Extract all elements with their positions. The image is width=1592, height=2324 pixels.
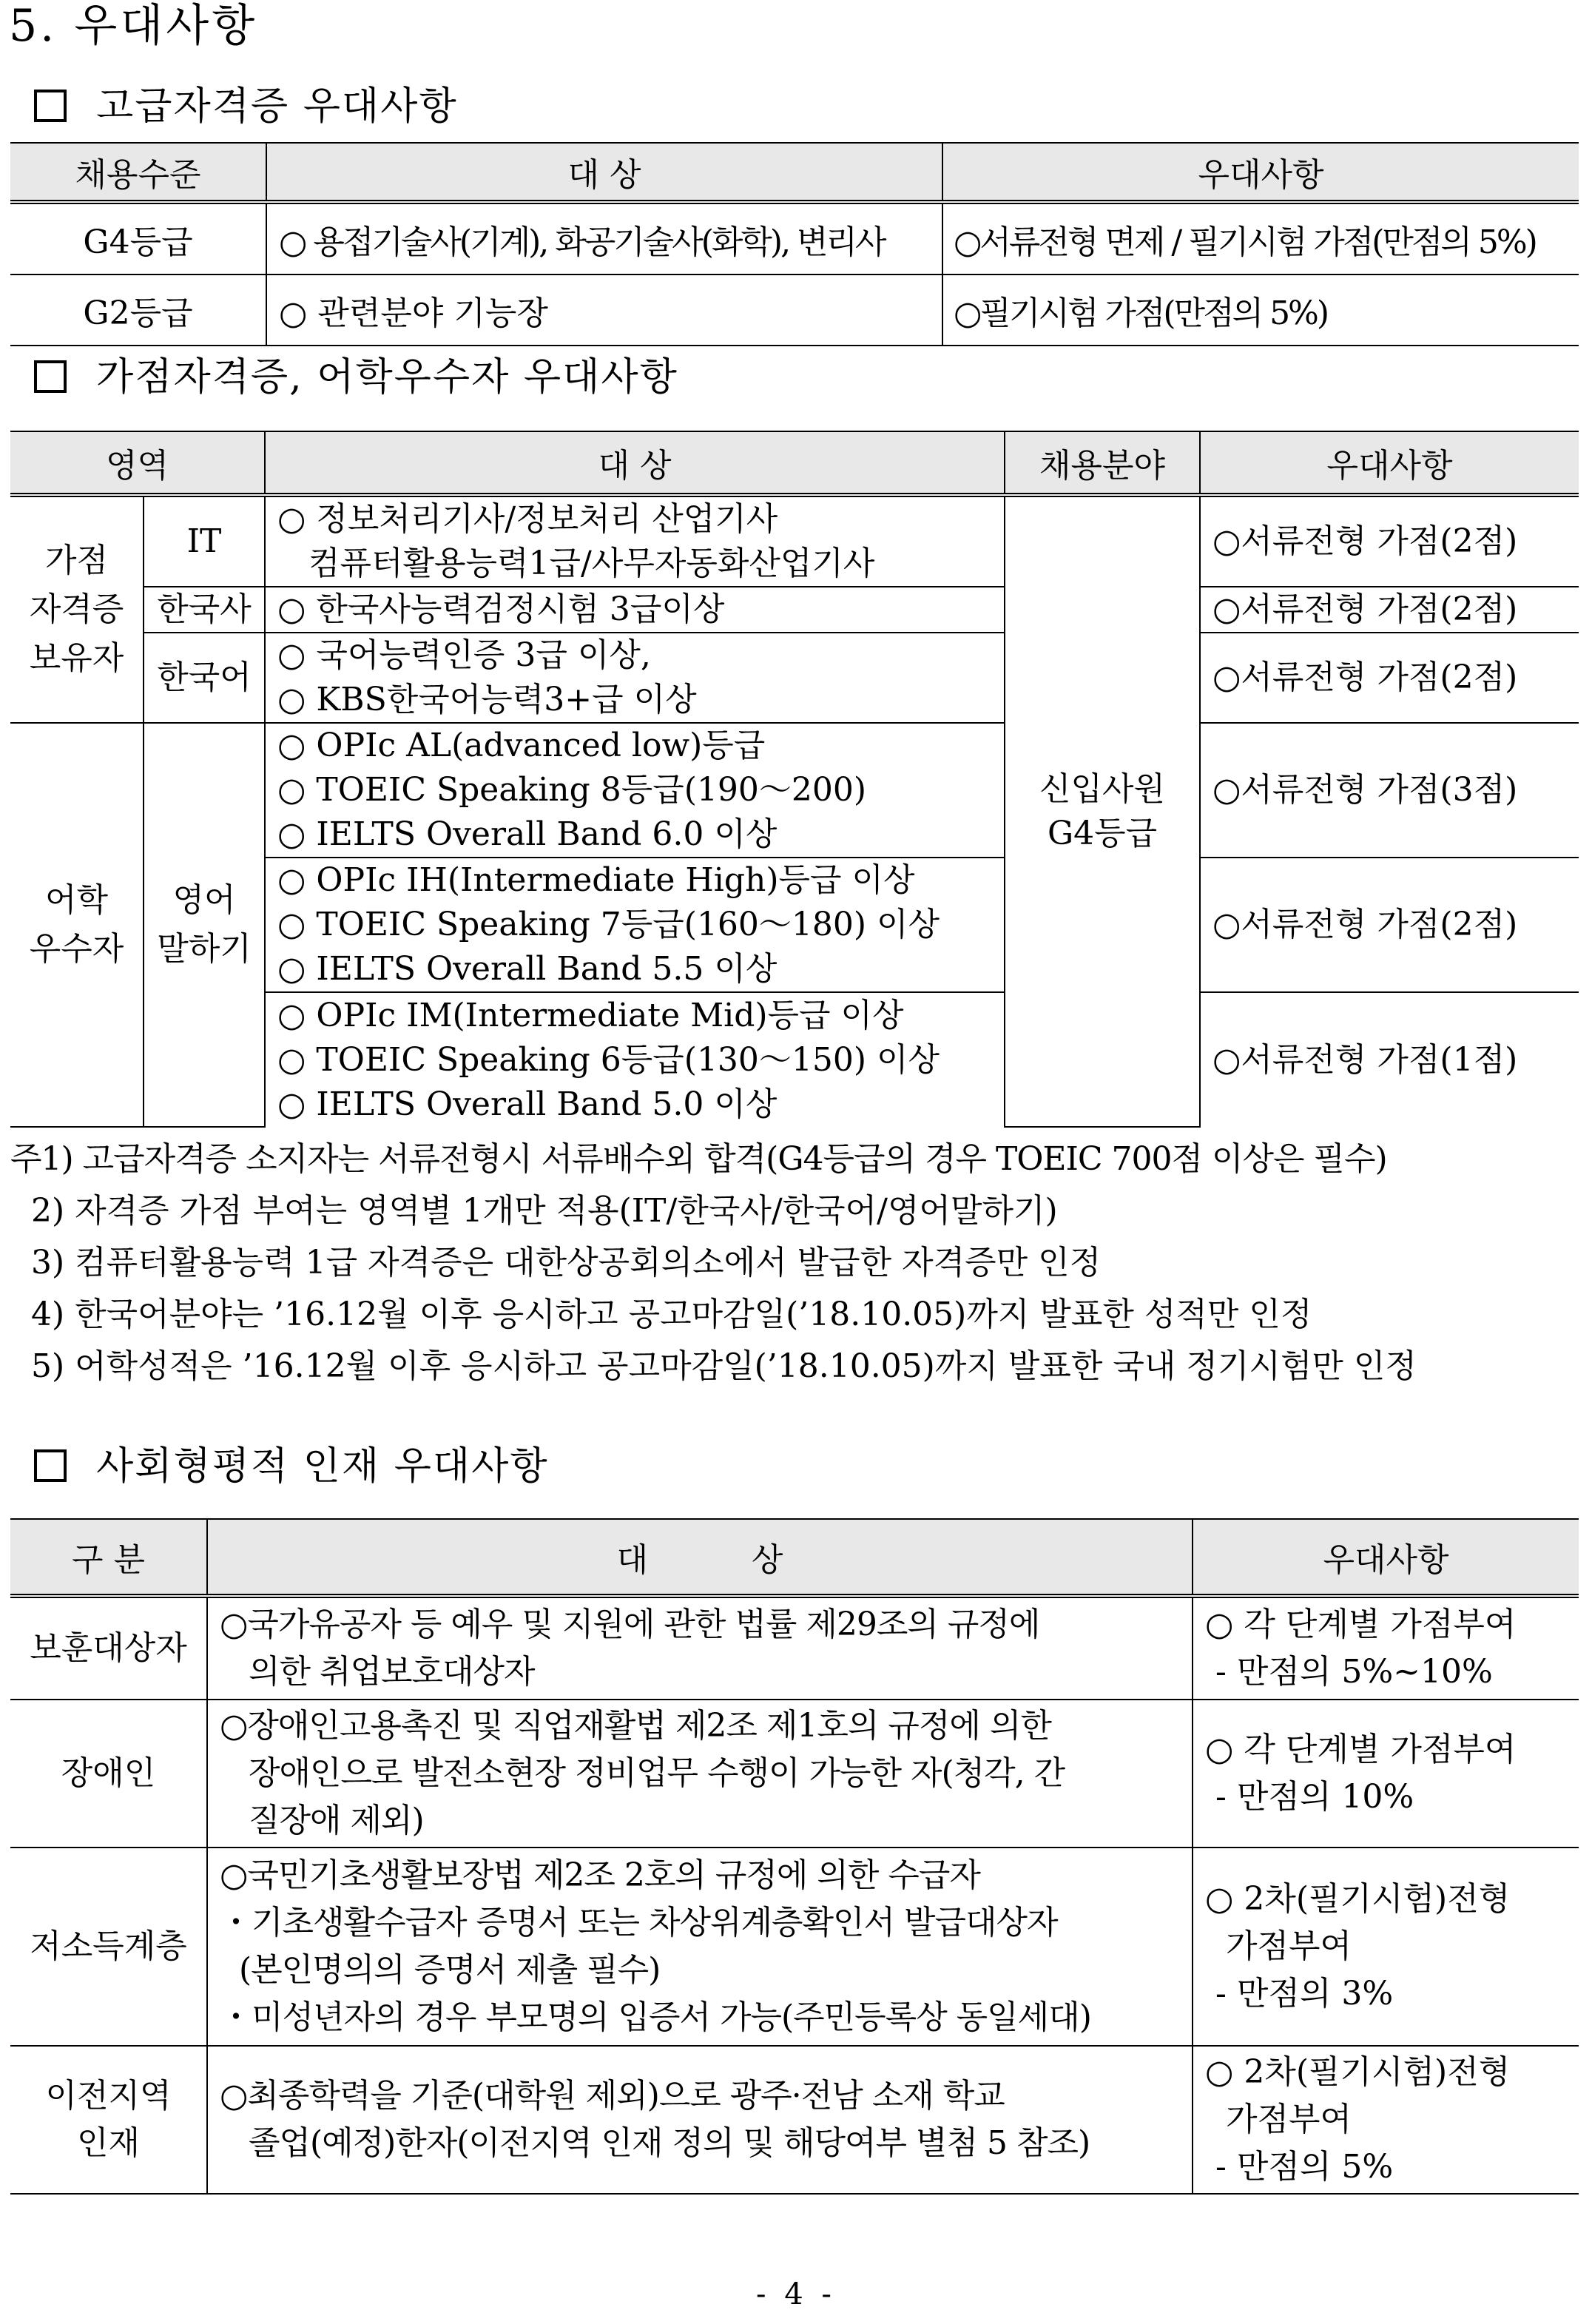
benefit-cell: ○서류전형 가점(2점) — [1200, 587, 1579, 633]
benefit-cell: ○필기시험 가점(만점의 5%) — [942, 274, 1579, 346]
section1-title — [34, 83, 458, 130]
target-line: ○ IELTS Overall Band 6.0 이상 — [277, 815, 778, 853]
header-cell: 우대사항 — [1193, 1519, 1579, 1596]
benefit-cell — [1193, 1700, 1579, 1848]
benefit-line: 가점부여 — [1205, 2101, 1352, 2138]
section3-title — [34, 1443, 549, 1490]
target-cell — [265, 992, 1005, 1127]
target-line: (본인명의의 증명서 제출 필수) — [220, 1951, 661, 1989]
target-line: 질장애 제외) — [220, 1802, 424, 1839]
benefit-cell: ○서류전형 가점(3점) — [1200, 723, 1579, 858]
header-cell: 영역 — [10, 431, 265, 495]
table-row — [10, 587, 1579, 633]
section2-title-text: 가점자격증, 어학우수자 우대사항 — [96, 355, 678, 400]
target-cell — [265, 723, 1005, 858]
table-row — [10, 202, 1579, 274]
target-line: ○ IELTS Overall Band 5.0 이상 — [277, 1085, 778, 1123]
target-line: 장애인으로 발전소현장 정비업무 수행이 가능한 자(청각, 간 — [220, 1754, 1065, 1792]
target-cell — [207, 1700, 1193, 1848]
benefit-line: ○ 2차(필기시험)전형 — [1205, 2053, 1511, 2091]
target-line: ○장애인고용촉진 및 직업재활법 제2조 제1호의 규정에 의한 — [220, 1707, 1051, 1745]
target-line: ・미성년자의 경우 부모명의 입증서 가능(주민등록상 동일세대) — [220, 1998, 1091, 2036]
header-cell: 우대사항 — [942, 143, 1579, 202]
table-row — [10, 1700, 1579, 1848]
target-cell — [265, 633, 1005, 723]
page-number: - 4 - — [756, 2277, 836, 2311]
benefit-cell: ○서류전형 가점(2점) — [1200, 858, 1579, 992]
table-row — [10, 1596, 1579, 1700]
section1-title-text: 고급자격증 우대사항 — [96, 84, 458, 129]
benefit-line: ○ 각 단계별 가점부여 — [1205, 1731, 1517, 1768]
header-cell: 채용수준 — [10, 143, 266, 202]
target-line: ○ TOEIC Speaking 7등급(160～180) 이상 — [277, 906, 940, 943]
benefit-line: 가점부여 — [1205, 1927, 1352, 1965]
sub-cell: 한국어 — [144, 633, 265, 723]
target-cell — [207, 1848, 1193, 2046]
benefit-line: ○ 2차(필기시험)전형 — [1205, 1880, 1511, 1918]
header-cell: 우대사항 — [1200, 431, 1579, 495]
target-line: ・기초생활수급자 증명서 또는 차상위계층확인서 발급대상자 — [220, 1904, 1058, 1941]
target-line: 컴퓨터활용능력1급/사무자동화산업기사 — [277, 545, 875, 582]
sub-cell: 한국사 — [144, 587, 265, 633]
target-line: ○ TOEIC Speaking 6등급(130～150) 이상 — [277, 1040, 940, 1079]
target-cell: ○ 용접기술사(기계), 화공기술사(화학), 변리사 — [266, 202, 942, 274]
note-line: 5) 어학성적은 ’16.12월 이후 응시하고 공고마감일(’18.10.05)까지 발표한 국내 정기시험만 인정 — [10, 1347, 1417, 1385]
header-cell: 대 상 — [266, 143, 942, 202]
table-header-row — [10, 431, 1579, 495]
target-line: 졸업(예정)한자(이전지역 인재 정의 및 해당여부 별첨 5 참조) — [220, 2124, 1090, 2162]
level-cell: G4등급 — [10, 202, 266, 274]
field-cell: 신입사원 G4등급 — [1005, 495, 1200, 1127]
table-row — [10, 2046, 1579, 2194]
target-line: ○ 정보처리기사/정보처리 산업기사 — [277, 500, 778, 538]
note-line: 3) 컴퓨터활용능력 1급 자격증은 대한상공회의소에서 발급한 자격증만 인정 — [10, 1244, 1102, 1281]
benefit-line: ○ 각 단계별 가점부여 — [1205, 1606, 1517, 1643]
page-heading: 5. 우대사항 — [9, 0, 258, 52]
table-header-row — [10, 143, 1579, 202]
target-cell — [265, 858, 1005, 992]
benefit-line: - 만점의 5% — [1205, 2148, 1394, 2186]
notes — [10, 1134, 1586, 1392]
benefit-cell: ○서류전형 가점(2점) — [1200, 495, 1579, 587]
benefit-cell: ○서류전형 가점(1점) — [1212, 1040, 1518, 1079]
sub-cell: 영어 말하기 — [144, 723, 265, 1127]
target-line: ○ OPIc AL(advanced low)등급 — [277, 727, 766, 764]
target-line: 의한 취업보호대상자 — [220, 1653, 535, 1691]
category-cell: 장애인 — [10, 1700, 207, 1848]
target-line: ○ 국어능력인증 3급 이상, — [277, 636, 651, 674]
target-cell: ○ 관련분야 기능장 — [266, 274, 942, 346]
target-cell — [207, 2046, 1193, 2194]
note-line: 4) 한국어분야는 ’16.12월 이후 응시하고 공고마감일(’18.10.05)까지 발표한 성적만 인정 — [10, 1296, 1312, 1333]
target-line: ○최종학력을 기준(대학원 제외)으로 광주·전남 소재 학교 — [220, 2077, 1005, 2115]
benefit-line: - 만점의 3% — [1205, 1975, 1394, 2013]
table-row — [10, 1848, 1579, 2046]
target-cell — [207, 1596, 1193, 1700]
checkbox-square-icon — [34, 360, 67, 393]
sub-cell: IT — [144, 495, 265, 587]
note-line: 주1) 고급자격증 소지자는 서류전형시 서류배수외 합격(G4등급의 경우 TOEIC 700점 이상은 필수) — [10, 1140, 1387, 1178]
table-row — [10, 495, 1579, 587]
table-row — [10, 274, 1579, 346]
group-cell: 가점 자격증 보유자 — [10, 495, 144, 723]
benefit-line: - 만점의 10% — [1205, 1778, 1414, 1816]
section1-table — [10, 142, 1579, 346]
header-cell: 대 상 — [265, 431, 1005, 495]
section2-table — [10, 431, 1579, 1128]
benefit-cell: ○서류전형 면제 / 필기시험 가점(만점의 5%) — [942, 202, 1579, 274]
note-line: 2) 자격증 가점 부여는 영역별 1개만 적용(IT/한국사/한국어/영어말하기) — [10, 1192, 1058, 1230]
target-line: ○ IELTS Overall Band 5.5 이상 — [277, 950, 778, 988]
category-cell: 저소득계층 — [10, 1848, 207, 2046]
benefit-cell — [1193, 1848, 1579, 2046]
table-row — [10, 633, 1579, 723]
target-line: ○ TOEIC Speaking 8등급(190～200) — [277, 771, 867, 809]
level-cell: G2등급 — [10, 274, 266, 346]
benefit-line: - 만점의 5%~10% — [1205, 1653, 1493, 1691]
target-line: ○국가유공자 등 예우 및 지원에 관한 법률 제29조의 규정에 — [220, 1606, 1040, 1643]
target-cell: ○ 한국사능력검정시험 3급이상 — [265, 587, 1005, 633]
category-cell: 보훈대상자 — [10, 1596, 207, 1700]
checkbox-square-icon — [34, 1449, 67, 1482]
target-cell — [265, 495, 1005, 587]
header-cell: 대 상 — [207, 1519, 1193, 1596]
section2-title — [34, 354, 678, 401]
target-line: ○ OPIc IH(Intermediate High)등급 이상 — [277, 861, 915, 899]
target-line: ○ KBS한국어능력3+급 이상 — [277, 681, 697, 718]
benefit-cell: ○서류전형 가점(2점) — [1200, 633, 1579, 723]
header-cell: 구 분 — [10, 1519, 207, 1596]
table-header-row — [10, 1519, 1579, 1596]
group-cell: 어학 우수자 — [10, 723, 144, 1127]
target-line: ○국민기초생활보장법 제2조 2호의 규정에 의한 수급자 — [220, 1856, 980, 1894]
checkbox-square-icon — [34, 90, 67, 122]
header-cell: 채용분야 — [1005, 431, 1200, 495]
category-cell: 이전지역 인재 — [10, 2046, 207, 2194]
section3-table — [10, 1518, 1579, 2195]
benefit-cell — [1193, 1596, 1579, 1700]
table-row — [10, 723, 1579, 858]
benefit-cell — [1193, 2046, 1579, 2194]
section3-title-text: 사회형평적 인재 우대사항 — [96, 1444, 549, 1489]
target-line: ○ OPIc IM(Intermediate Mid)등급 이상 — [277, 996, 904, 1034]
